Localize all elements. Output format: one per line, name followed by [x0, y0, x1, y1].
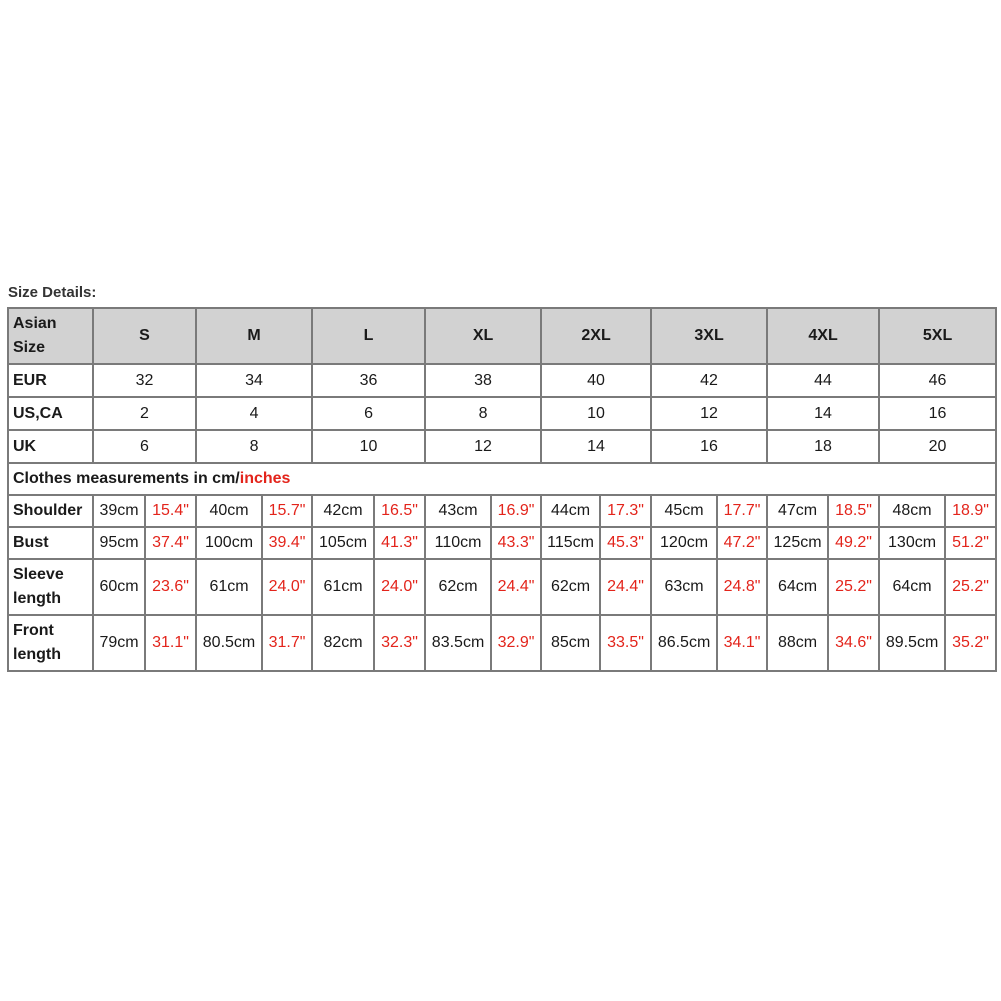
- conversion-value-cell: 38: [425, 364, 541, 397]
- size-header-cell: 2XL: [541, 308, 651, 364]
- size-chart-table: [7, 307, 997, 672]
- cm-value-cell: 89.5cm: [879, 615, 945, 671]
- cm-value-cell: 43cm: [425, 495, 491, 527]
- cm-value-cell: 62cm: [425, 559, 491, 615]
- inch-value-cell: 51.2": [945, 527, 996, 559]
- conversion-value-cell: 16: [879, 397, 996, 430]
- cm-value-cell: 62cm: [541, 559, 600, 615]
- inch-value-cell: 33.5": [600, 615, 651, 671]
- cm-value-cell: 85cm: [541, 615, 600, 671]
- cm-value-cell: 63cm: [651, 559, 717, 615]
- measurement-row: [8, 615, 996, 671]
- measurement-label: Bust: [8, 527, 93, 559]
- conversion-value-cell: 46: [879, 364, 996, 397]
- conversion-value-cell: 34: [196, 364, 312, 397]
- conversion-value-cell: 8: [196, 430, 312, 463]
- inch-value-cell: 32.9": [491, 615, 541, 671]
- measurement-label: Shoulder: [8, 495, 93, 527]
- conversion-value-cell: 16: [651, 430, 767, 463]
- cm-value-cell: 64cm: [767, 559, 828, 615]
- measurement-row: [8, 495, 996, 527]
- cm-value-cell: 120cm: [651, 527, 717, 559]
- inch-value-cell: 16.5": [374, 495, 425, 527]
- conversion-value-cell: 20: [879, 430, 996, 463]
- inch-value-cell: 24.0": [262, 559, 312, 615]
- cm-value-cell: 60cm: [93, 559, 145, 615]
- inch-value-cell: 17.7": [717, 495, 767, 527]
- cm-value-cell: 83.5cm: [425, 615, 491, 671]
- conversion-value-cell: 40: [541, 364, 651, 397]
- measurements-section-title: [8, 463, 996, 495]
- header-row: [8, 308, 996, 364]
- inch-value-cell: 49.2": [828, 527, 879, 559]
- inch-value-cell: 39.4": [262, 527, 312, 559]
- conversion-value-cell: 36: [312, 364, 425, 397]
- conversion-label: US,CA: [8, 397, 93, 430]
- conversion-label: EUR: [8, 364, 93, 397]
- inch-value-cell: 45.3": [600, 527, 651, 559]
- inch-value-cell: 32.3": [374, 615, 425, 671]
- size-header-cell: 3XL: [651, 308, 767, 364]
- inch-value-cell: 25.2": [828, 559, 879, 615]
- cm-value-cell: 64cm: [879, 559, 945, 615]
- size-header-cell: 4XL: [767, 308, 879, 364]
- conversion-label: UK: [8, 430, 93, 463]
- inch-value-cell: 16.9": [491, 495, 541, 527]
- inch-value-cell: 31.1": [145, 615, 196, 671]
- inch-value-cell: 24.0": [374, 559, 425, 615]
- conversion-value-cell: 12: [425, 430, 541, 463]
- inch-value-cell: 24.4": [491, 559, 541, 615]
- cm-value-cell: 39cm: [93, 495, 145, 527]
- conversion-value-cell: 6: [312, 397, 425, 430]
- size-header-cell: M: [196, 308, 312, 364]
- cm-value-cell: 82cm: [312, 615, 374, 671]
- inch-value-cell: 23.6": [145, 559, 196, 615]
- measurements-section-row: [8, 463, 996, 495]
- cm-value-cell: 61cm: [312, 559, 374, 615]
- cm-value-cell: 115cm: [541, 527, 600, 559]
- size-header-cell: XL: [425, 308, 541, 364]
- inch-value-cell: 18.9": [945, 495, 996, 527]
- inch-value-cell: 31.7": [262, 615, 312, 671]
- conversion-value-cell: 8: [425, 397, 541, 430]
- conversion-row: [8, 397, 996, 430]
- section-title-prefix: Clothes measurements in cm/: [13, 470, 240, 487]
- cm-value-cell: 80.5cm: [196, 615, 262, 671]
- section-title-highlight: inches: [239, 470, 291, 487]
- measurement-row: [8, 559, 996, 615]
- cm-value-cell: 47cm: [767, 495, 828, 527]
- inch-value-cell: 34.6": [828, 615, 879, 671]
- cm-value-cell: 100cm: [196, 527, 262, 559]
- conversion-value-cell: 6: [93, 430, 196, 463]
- inch-value-cell: 15.4": [145, 495, 196, 527]
- measurement-label: Front length: [8, 615, 93, 671]
- cm-value-cell: 42cm: [312, 495, 374, 527]
- cm-value-cell: 110cm: [425, 527, 491, 559]
- inch-value-cell: 24.8": [717, 559, 767, 615]
- conversion-value-cell: 10: [312, 430, 425, 463]
- measurement-label: Sleeve length: [8, 559, 93, 615]
- size-header-cell: L: [312, 308, 425, 364]
- conversion-value-cell: 18: [767, 430, 879, 463]
- size-header-cell: 5XL: [879, 308, 996, 364]
- cm-value-cell: 61cm: [196, 559, 262, 615]
- cm-value-cell: 105cm: [312, 527, 374, 559]
- inch-value-cell: 41.3": [374, 527, 425, 559]
- inch-value-cell: 35.2": [945, 615, 996, 671]
- cm-value-cell: 88cm: [767, 615, 828, 671]
- conversion-value-cell: 4: [196, 397, 312, 430]
- conversion-value-cell: 14: [767, 397, 879, 430]
- cm-value-cell: 48cm: [879, 495, 945, 527]
- inch-value-cell: 15.7": [262, 495, 312, 527]
- measurement-row: [8, 527, 996, 559]
- cm-value-cell: 45cm: [651, 495, 717, 527]
- inch-value-cell: 37.4": [145, 527, 196, 559]
- cm-value-cell: 79cm: [93, 615, 145, 671]
- conversion-row: [8, 364, 996, 397]
- inch-value-cell: 17.3": [600, 495, 651, 527]
- conversion-row: [8, 430, 996, 463]
- size-header-cell: S: [93, 308, 196, 364]
- cm-value-cell: 95cm: [93, 527, 145, 559]
- inch-value-cell: 24.4": [600, 559, 651, 615]
- conversion-value-cell: 44: [767, 364, 879, 397]
- size-details-title: Size Details:: [8, 284, 97, 301]
- conversion-value-cell: 32: [93, 364, 196, 397]
- inch-value-cell: 43.3": [491, 527, 541, 559]
- conversion-value-cell: 10: [541, 397, 651, 430]
- conversion-value-cell: 14: [541, 430, 651, 463]
- cm-value-cell: 125cm: [767, 527, 828, 559]
- cm-value-cell: 86.5cm: [651, 615, 717, 671]
- conversion-value-cell: 12: [651, 397, 767, 430]
- cm-value-cell: 44cm: [541, 495, 600, 527]
- conversion-value-cell: 42: [651, 364, 767, 397]
- cm-value-cell: 130cm: [879, 527, 945, 559]
- inch-value-cell: 47.2": [717, 527, 767, 559]
- conversion-value-cell: 2: [93, 397, 196, 430]
- cm-value-cell: 40cm: [196, 495, 262, 527]
- inch-value-cell: 18.5": [828, 495, 879, 527]
- inch-value-cell: 34.1": [717, 615, 767, 671]
- asian-size-header: Asian Size: [8, 308, 93, 364]
- inch-value-cell: 25.2": [945, 559, 996, 615]
